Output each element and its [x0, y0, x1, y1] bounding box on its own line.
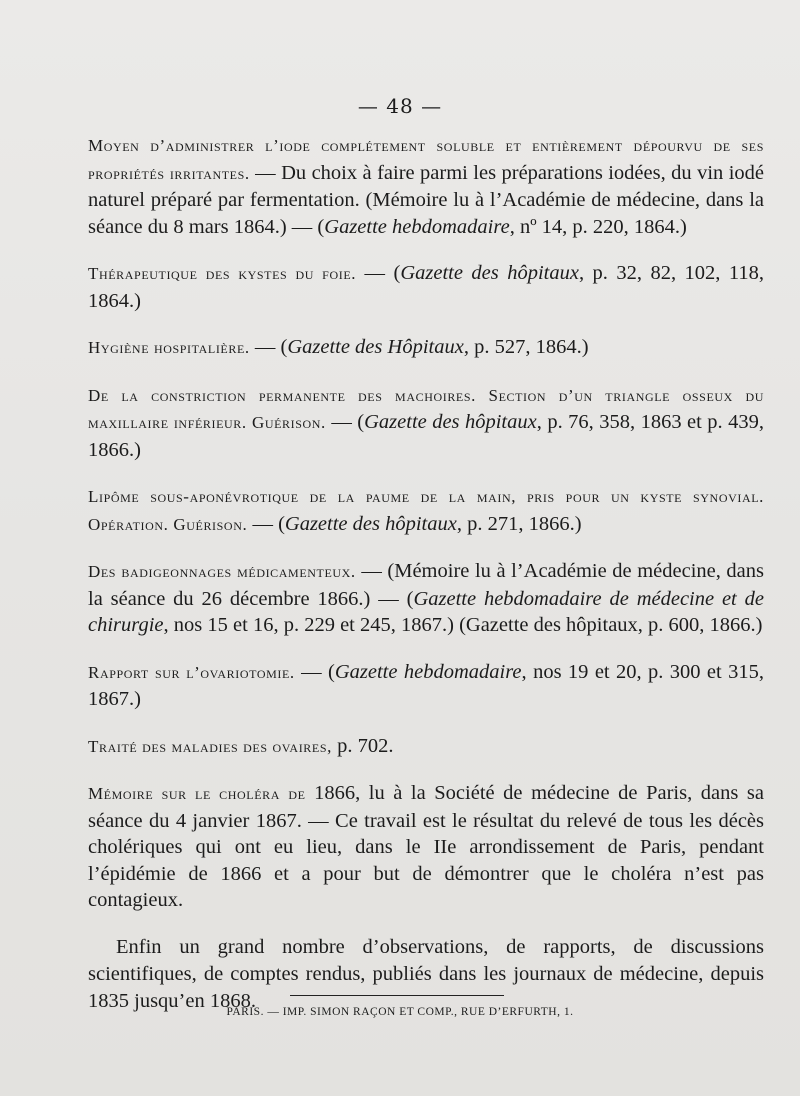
printer-imprint: PARIS. — IMP. SIMON RAÇON ET COMP., RUE D’ERFURTH, 1. [226, 1006, 574, 1018]
entry-reference: , p. 76, 358, 1863 et p. 439, 1866.) [88, 411, 764, 461]
entry-title: Moyen d’administrer l’iode complétement soluble et entièrement dépourvu de ses propriétés irritantes. [88, 136, 764, 183]
entry-title: Thérapeutique des kystes du foie. [88, 264, 357, 283]
entry-reference: , p. 32, 82, 102, 118, 1864.) [88, 262, 764, 312]
bibliography-entry [88, 260, 764, 314]
entry-separator: — ( [356, 262, 401, 284]
entry-text: p. 702. [337, 734, 394, 757]
entry-title: De la constriction permanente des machoires. Section d’un triangle osseux du maxillaire inférieur. Guérison. [88, 385, 764, 432]
bibliography-entry [88, 780, 764, 914]
footer-rule [290, 995, 504, 996]
journal-title: Gazette des hôpitaux [284, 512, 457, 535]
entry-title: Lipôme sous-aponévrotique de la paume de la main, pris pour un kyste synovial. Opération. Guérison. [88, 487, 764, 534]
entry-separator: — [355, 560, 388, 582]
bibliography-entry [88, 934, 764, 1015]
bibliography-entry [88, 558, 764, 639]
bibliography-entry [88, 334, 764, 362]
entry-text: Enfin un grand nombre d’observations, de rapports, de discussions scientifiques, de comptes rendus, publiés dans les journaux de médecine, depuis 1835 jusqu’en 1868. [88, 935, 764, 1012]
entry-title: Hygiène hospitalière. [88, 338, 250, 357]
journal-title: Gazette des hôpitaux [400, 262, 579, 284]
entry-separator: — [249, 161, 282, 184]
bibliography-entry [88, 659, 764, 713]
entry-title: Rapport sur l’ovariotomie. [88, 662, 295, 682]
journal-title: Gazette des hôpitaux [364, 411, 537, 433]
entry-reference: , nos 15 et 16, p. 229 et 245, 1867.) (Gazette des hôpitaux, p. 600, 1866.) [163, 614, 763, 636]
entry-reference: , p. 271, 1866.) [456, 512, 582, 535]
entry-reference: , nº 14, p. 220, 1864.) [509, 215, 687, 238]
entry-text: Du choix à faire parmi les préparations iodées, du vin iodé naturel préparé par fermentation. (Mémoire lu à l’Académie de médecine, dans la séance du 8 mars 1864.) — ( [88, 161, 765, 238]
journal-title: Gazette hebdomadaire [324, 215, 510, 238]
journal-title: Gazette hebdomadaire de médecine et de chirurgie [88, 587, 764, 636]
entry-separator [306, 782, 315, 804]
entry-text: (Mémoire lu à l’Académie de médecine, dans la séance du 26 décembre 1866.) — ( [88, 560, 765, 610]
entry-title: Des badigeonnages médicamenteux. [88, 562, 356, 581]
bibliography-entry [88, 483, 764, 538]
entry-separator: — ( [325, 411, 365, 433]
entry-reference: , p. 527, 1864.) [463, 336, 589, 358]
entry-separator: — ( [249, 336, 288, 358]
entry-title: Mémoire sur le choléra de [88, 784, 306, 803]
bibliography-entry [88, 733, 764, 761]
entry-title: Traité des maladies des ovaires, [88, 736, 332, 756]
entry-reference: , nos 19 et 20, p. 300 et 315, 1867.) [88, 660, 764, 710]
bibliography-entry [88, 132, 764, 240]
journal-title: Gazette hebdomadaire [334, 660, 522, 683]
page-number: — 48 — [357, 94, 443, 118]
bibliography-list [88, 132, 764, 1034]
entry-separator: — ( [247, 512, 285, 535]
entry-separator: — ( [294, 660, 335, 683]
entry-text: 1866, lu à la Société de médecine de Paris, dans sa séance du 4 janvier 1867. — Ce travail est le résultat du relevé de tous les décès cholériques qui ont eu lieu, dans le IIe arrondissement de Paris, pendant l’épidémie de 1866 et a pour but de démontrer que le choléra n’est pas contagieux. [88, 782, 764, 911]
bibliography-entry [88, 382, 764, 464]
journal-title: Gazette des Hôpitaux [287, 336, 464, 358]
